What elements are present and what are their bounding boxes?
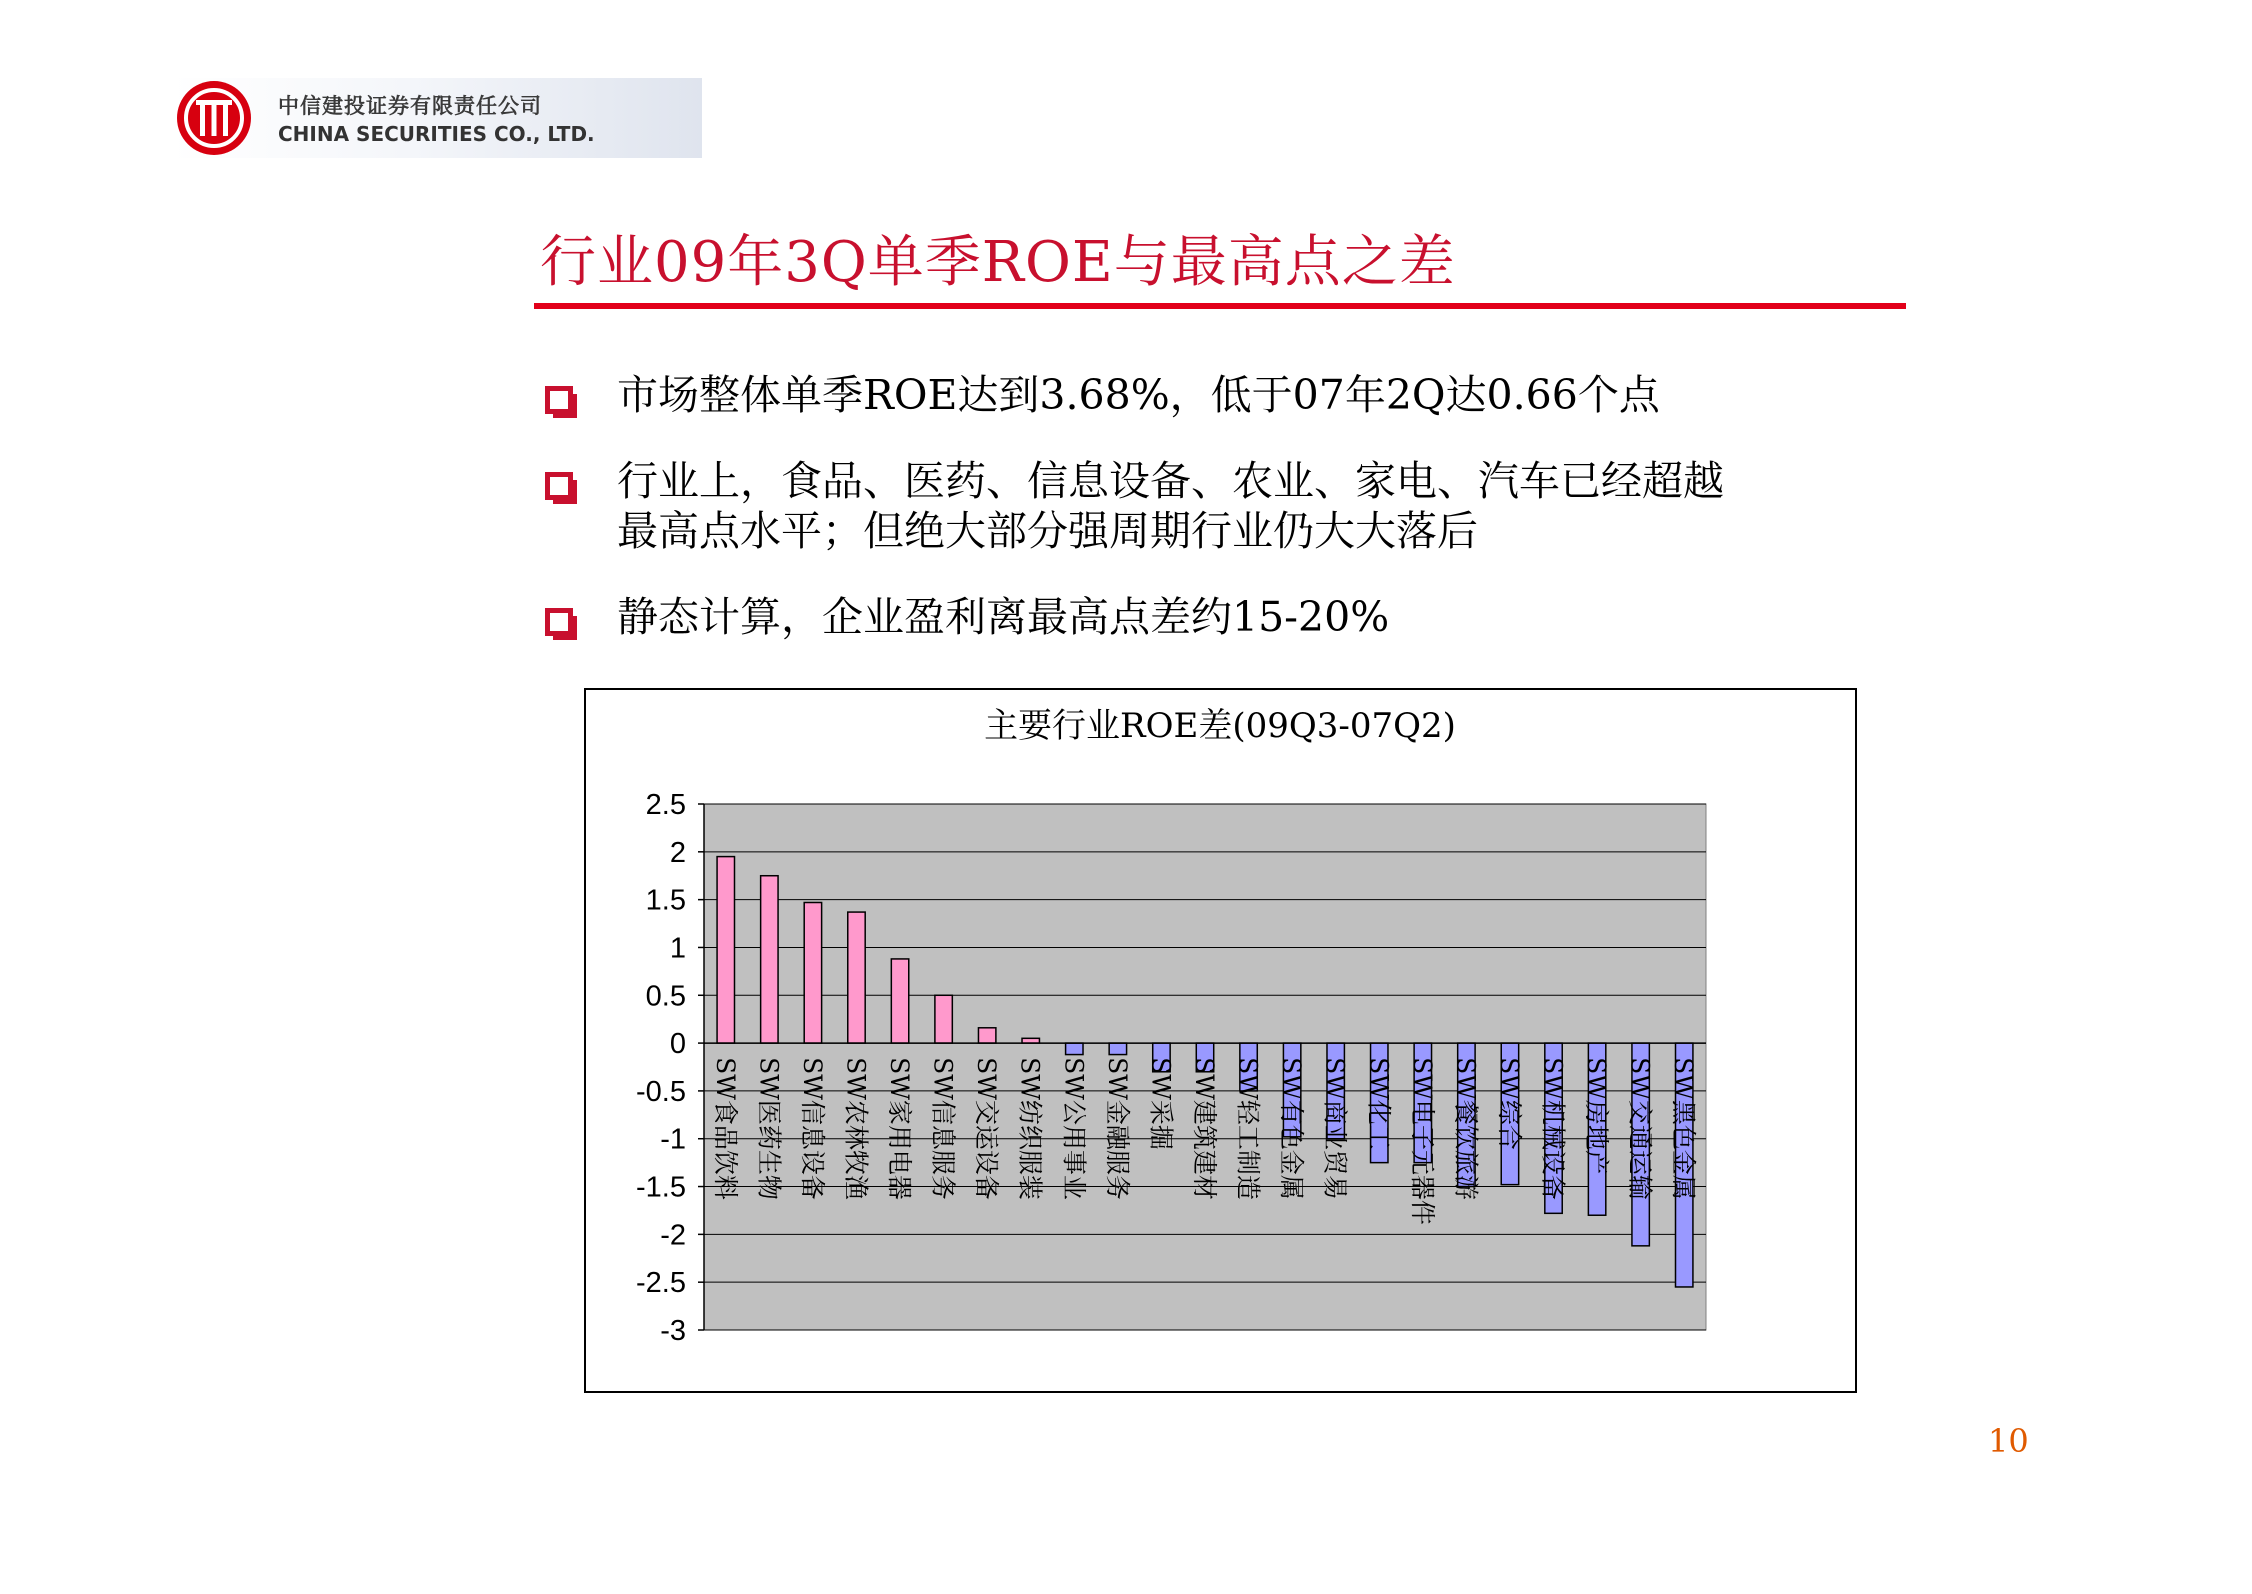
x-tick-label: SW房地产 xyxy=(1582,1057,1612,1175)
bar xyxy=(1066,1043,1083,1054)
x-tick-label: SW交通运输 xyxy=(1625,1057,1655,1200)
y-tick-label: 0.5 xyxy=(645,980,686,1013)
bullet-text-line: 市场整体单季ROE达到3.68%，低于07年2Q达0.66个点 xyxy=(617,371,1660,419)
y-tick-label: 2.5 xyxy=(645,789,686,821)
bar-chart xyxy=(586,690,1855,1391)
x-tick-label: SW轻工制造 xyxy=(1233,1057,1263,1200)
x-tick-label: SW信息服务 xyxy=(928,1057,958,1200)
bar xyxy=(1109,1043,1126,1054)
x-tick-label: SW电子元器件 xyxy=(1407,1057,1437,1225)
bar xyxy=(761,876,778,1043)
x-tick-label: SW信息设备 xyxy=(797,1057,827,1200)
title-underline xyxy=(534,303,1906,309)
bar xyxy=(804,903,821,1044)
y-tick-label: 2 xyxy=(669,836,686,869)
x-tick-label: SW机械设备 xyxy=(1538,1057,1568,1200)
bullet-text-line: 最高点水平；但绝大部分强周期行业仍大大落后 xyxy=(617,507,1478,555)
y-tick-label: -1 xyxy=(660,1123,686,1156)
slide-title: 行业09年3Q单季ROE与最高点之差 xyxy=(540,230,1456,295)
y-tick-label: -1.5 xyxy=(636,1171,686,1204)
bar xyxy=(848,912,865,1043)
x-tick-label: SW建筑建材 xyxy=(1190,1057,1219,1200)
x-tick-label: SW黑色金属 xyxy=(1669,1057,1699,1200)
x-tick-label: SW金融服务 xyxy=(1102,1057,1132,1200)
bar xyxy=(935,995,952,1043)
y-tick-label: -2 xyxy=(660,1219,686,1252)
y-tick-label: 1.5 xyxy=(645,884,686,917)
company-name-cn: 中信建投证券有限责任公司 xyxy=(278,94,542,118)
company-logo-banner xyxy=(172,78,702,158)
x-tick-label: SW有色金属 xyxy=(1277,1057,1307,1200)
checkbox-bullet-icon xyxy=(545,608,573,636)
x-tick-label: SW食品饮料 xyxy=(710,1057,740,1200)
chart-title: 主要行业ROE差(09Q3-07Q2) xyxy=(984,706,1456,746)
bullet-item xyxy=(545,370,1945,420)
company-name-en: CHINA SECURITIES CO., LTD. xyxy=(278,122,595,146)
citic-logo-icon xyxy=(174,78,254,158)
bullet-item xyxy=(545,592,1945,642)
bar xyxy=(717,857,734,1043)
y-tick-label: -3 xyxy=(660,1315,686,1347)
x-tick-label: SW综合 xyxy=(1494,1057,1524,1150)
x-tick-label: SW采掘 xyxy=(1146,1057,1176,1150)
checkbox-bullet-icon xyxy=(545,386,573,414)
bar xyxy=(978,1028,995,1043)
page-number: 10 xyxy=(1988,1422,2029,1460)
x-tick-label: SW纺织服装 xyxy=(1015,1057,1045,1200)
x-tick-label: SW医药生物 xyxy=(754,1057,784,1200)
y-tick-label: 0 xyxy=(669,1028,686,1061)
bar xyxy=(891,959,908,1043)
x-tick-label: SW交运设备 xyxy=(972,1057,1002,1200)
y-tick-label: 1 xyxy=(669,932,686,965)
x-tick-label: SW农林牧渔 xyxy=(841,1057,871,1200)
bullet-text-line: 静态计算，企业盈利离最高点差约15-20% xyxy=(617,593,1390,641)
x-tick-label: SW化工 xyxy=(1364,1057,1394,1150)
x-tick-label: SW餐饮旅游 xyxy=(1451,1057,1481,1200)
y-tick-label: -0.5 xyxy=(636,1075,686,1108)
x-tick-label: SW家用电器 xyxy=(885,1057,915,1200)
bullet-text-line: 行业上，食品、医药、信息设备、农业、家电、汽车已经超越 xyxy=(617,457,1724,505)
chart-container xyxy=(584,688,1857,1393)
bullet-list xyxy=(545,370,1945,678)
checkbox-bullet-icon xyxy=(545,472,573,500)
x-tick-label: SW公用事业 xyxy=(1059,1057,1089,1200)
bullet-item xyxy=(545,456,1945,556)
y-tick-label: -2.5 xyxy=(636,1267,686,1300)
x-tick-label: SW商业贸易 xyxy=(1320,1057,1350,1200)
